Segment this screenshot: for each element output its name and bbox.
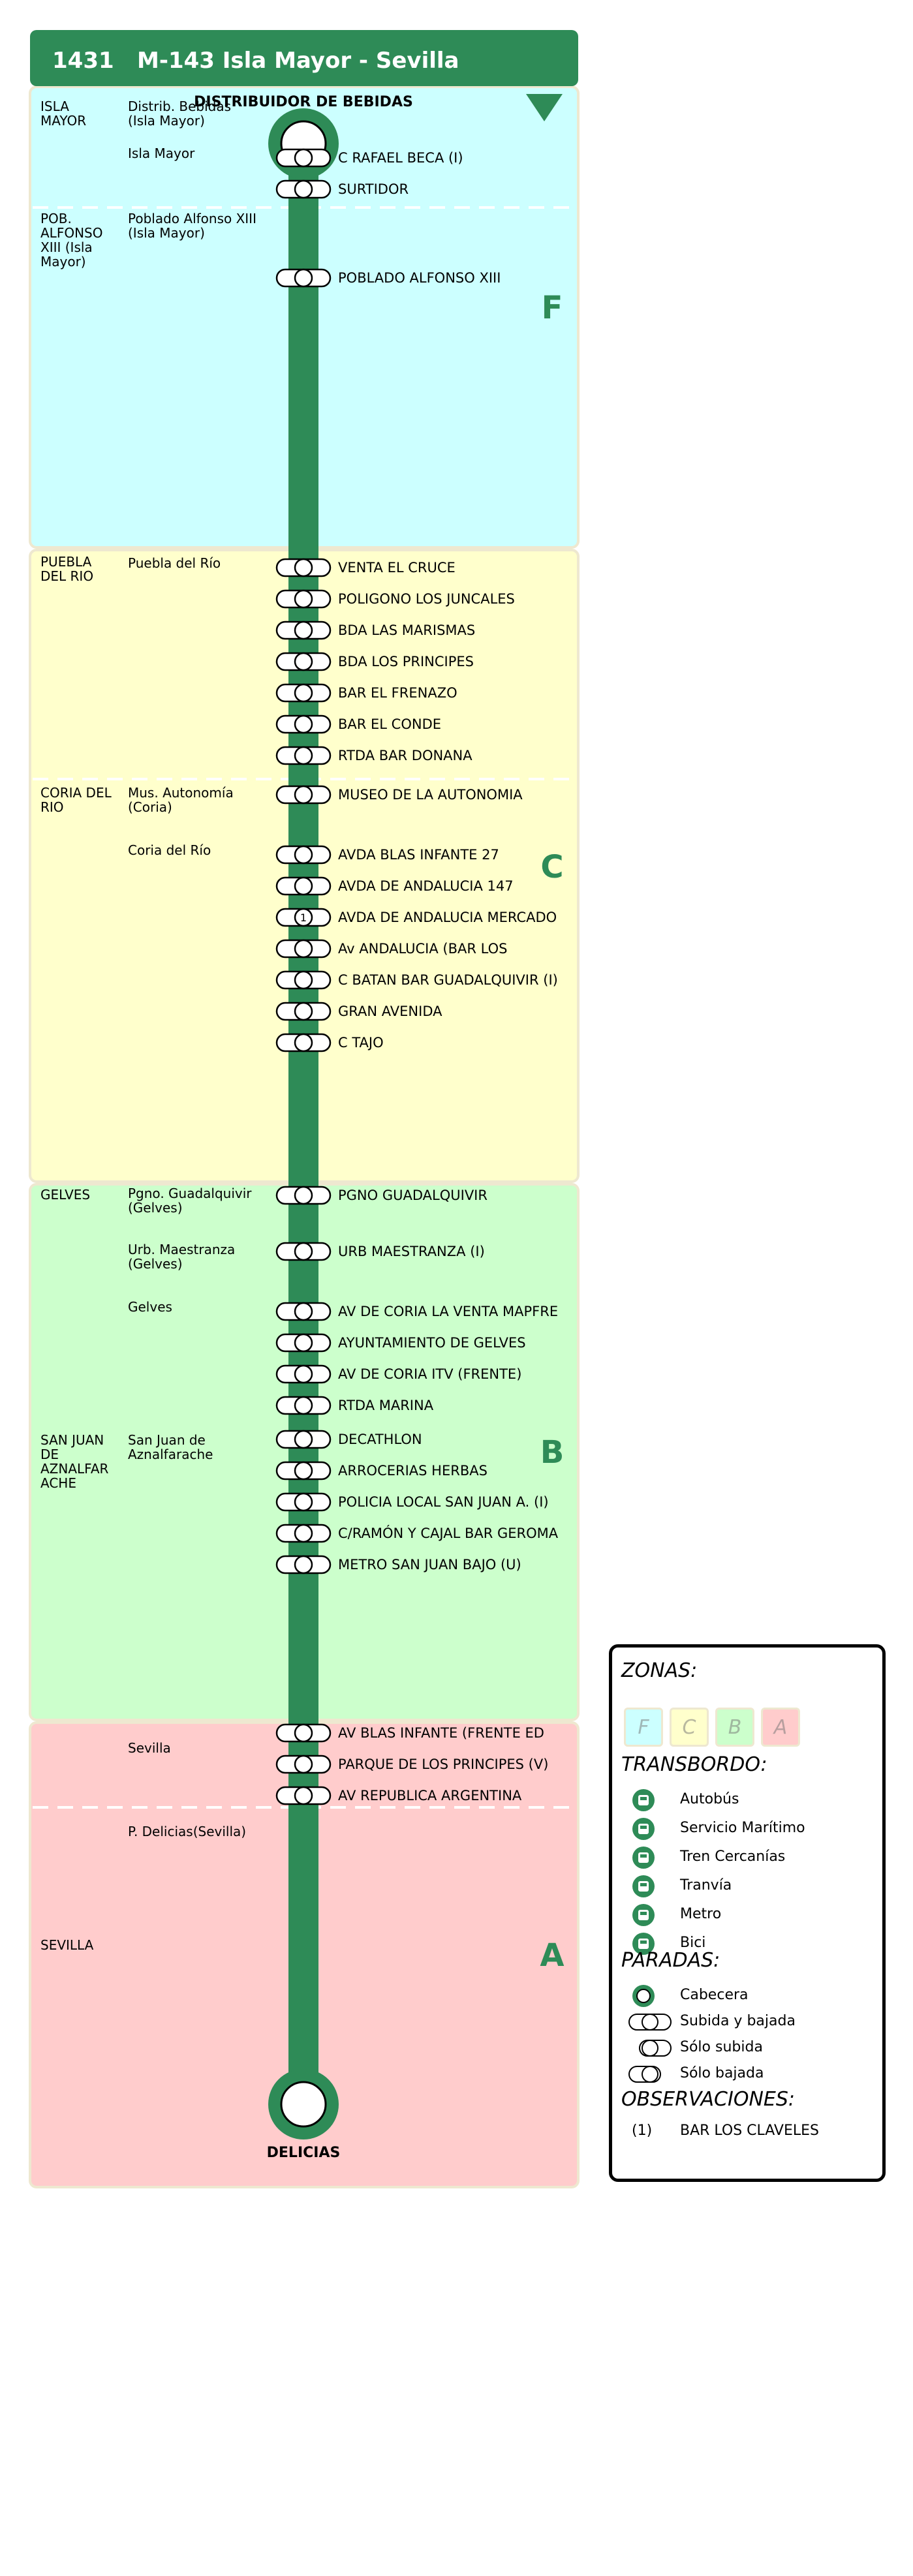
observation-text: BAR LOS CLAVELES <box>680 2123 820 2139</box>
legend-transfer-row <box>612 1787 882 1813</box>
stop-item[interactable] <box>277 1787 522 1804</box>
zone-letter-c: C <box>540 849 564 885</box>
locality-label-line: (Isla Mayor) <box>128 113 205 129</box>
locality-label-line: Mus. Autonomía <box>128 785 234 801</box>
stop-item[interactable] <box>277 1187 487 1204</box>
stop-marker-center <box>295 786 312 803</box>
stop-marker-center <box>295 1303 312 1320</box>
stop-name: C RAFAEL BECA (I) <box>338 150 463 166</box>
destination-label: DELICIAS <box>266 2145 341 2161</box>
legend-transfer-label: Bici <box>680 1935 706 1951</box>
stop-name: AV REPUBLICA ARGENTINA <box>338 1788 522 1803</box>
stop-item[interactable] <box>277 1431 422 1448</box>
locality-label-line: Poblado Alfonso XIII <box>128 211 256 226</box>
stop-name: AV DE CORIA ITV (FRENTE) <box>338 1366 522 1382</box>
legend-zone-a: A <box>761 1708 800 1747</box>
stop-name: AYUNTAMIENTO DE GELVES <box>338 1335 526 1351</box>
stop-marker-center <box>295 878 312 895</box>
locality-label <box>128 1824 246 1839</box>
stop-item[interactable] <box>277 846 499 863</box>
stop-item[interactable] <box>277 1462 487 1479</box>
origin-label: DISTRIBUIDOR DE BEBIDAS <box>194 94 413 110</box>
stop-name: ARROCERIAS HERBAS <box>338 1463 487 1479</box>
stop-name: METRO SAN JUAN BAJO (U) <box>338 1557 521 1572</box>
municipality-label-line: DEL RIO <box>40 568 94 584</box>
bus-icon <box>627 1787 672 1816</box>
locality-label-line: Urb. Maestranza <box>128 1242 236 1257</box>
stop-marker-center <box>295 1366 312 1383</box>
stop-item[interactable] <box>277 559 456 576</box>
legend-stop-type-label: Sólo bajada <box>680 2065 764 2081</box>
stop-marker-center <box>295 1431 312 1448</box>
stop-item[interactable] <box>277 622 475 639</box>
route-number: 1431 <box>52 48 114 74</box>
municipality-label-line: SEVILLA <box>40 1937 94 1953</box>
stop-item[interactable] <box>277 1303 558 1320</box>
locality-label-line: Aznalfarache <box>128 1447 213 1462</box>
stop-item[interactable] <box>277 149 463 166</box>
stop-marker-center <box>295 1462 312 1479</box>
legend-transbordo-title: TRANSBORDO: <box>621 1753 767 1776</box>
legend-zone-b: B <box>715 1708 754 1747</box>
destination-terminus-inner <box>281 2082 326 2126</box>
stop-item[interactable] <box>277 747 472 764</box>
stop-item[interactable] <box>277 940 507 957</box>
stop-marker-center <box>295 181 312 198</box>
alighting-only-icon <box>627 2061 672 2090</box>
stop-name: C TAJO <box>338 1035 384 1050</box>
municipality-label-line: ACHE <box>40 1475 76 1491</box>
legend-stop-type-row <box>612 2009 882 2035</box>
stop-name: Av ANDALUCIA (BAR LOS <box>338 941 508 957</box>
stop-marker-center <box>295 747 312 764</box>
stop-marker-center <box>295 559 312 576</box>
stop-marker-center <box>295 590 312 607</box>
stop-item[interactable] <box>277 878 514 895</box>
stop-name: AV BLAS INFANTE (FRENTE ED <box>338 1725 544 1741</box>
municipality-label-line: XIII (Isla <box>40 239 93 255</box>
stop-name: RTDA BAR DONANA <box>338 748 472 763</box>
stop-name: C/RAMÓN Y CAJAL BAR GEROMA <box>338 1526 559 1541</box>
locality-label <box>128 555 221 571</box>
municipality-label-line: PUEBLA <box>40 554 92 570</box>
locality-label-line: (Gelves) <box>128 1256 183 1272</box>
municipality-label <box>40 1937 94 1953</box>
stop-item[interactable] <box>277 1756 548 1773</box>
stop-marker-center <box>295 940 312 957</box>
municipality-label-line: ISLA <box>40 99 69 114</box>
municipality-label-line: MAYOR <box>40 113 87 129</box>
stop-name: AVDA BLAS INFANTE 27 <box>338 847 499 863</box>
locality-label-line: Sevilla <box>128 1740 171 1756</box>
legend-stop-type-label: Subida y bajada <box>680 2013 796 2029</box>
stop-marker-center <box>295 716 312 733</box>
stop-item[interactable] <box>277 1366 521 1383</box>
stop-marker-center <box>295 972 312 989</box>
legend-zone-f: F <box>624 1708 663 1747</box>
zone-letter-f: F <box>541 290 563 326</box>
legend-transfer-row <box>612 1816 882 1842</box>
boarding-alighting-icon <box>627 2009 672 2038</box>
zone-letter-b: B <box>540 1434 565 1471</box>
legend-stop-type-label: Cabecera <box>680 1987 749 2003</box>
stop-marker-center <box>295 1494 312 1510</box>
stop-item[interactable] <box>277 1003 442 1020</box>
stop-marker-center <box>295 684 312 701</box>
legend-zonas-title: ZONAS: <box>621 1659 698 1682</box>
stop-marker-center <box>295 1756 312 1773</box>
stop-item[interactable] <box>277 590 515 607</box>
stop-name: RTDA MARINA <box>338 1398 434 1413</box>
legend-transfer-row <box>612 1845 882 1871</box>
stop-name: POBLADO ALFONSO XIII <box>338 270 501 286</box>
stop-name: C BATAN BAR GUADALQUIVIR (I) <box>338 972 558 988</box>
stop-item[interactable] <box>277 716 441 733</box>
zone-letter-a: A <box>540 1937 565 1974</box>
observation-mark: (1) <box>632 2123 653 2139</box>
route-line <box>288 144 318 2100</box>
locality-label <box>128 842 211 858</box>
stop-marker-center <box>295 1525 312 1542</box>
observation-row <box>612 2119 882 2145</box>
municipality-label-line: RIO <box>40 799 64 815</box>
stop-name: AVDA DE ANDALUCIA 147 <box>338 878 514 894</box>
legend-transfer-label: Metro <box>680 1906 722 1922</box>
stop-name: URB MAESTRANZA (I) <box>338 1244 485 1259</box>
stop-marker-center <box>295 149 312 166</box>
stop-item[interactable] <box>277 909 557 926</box>
municipality-label-line: ALFONSO <box>40 225 103 241</box>
stop-item[interactable] <box>277 786 523 803</box>
stop-item[interactable] <box>277 684 457 701</box>
locality-label-line: Distrib. Bebidas <box>128 99 232 114</box>
locality-label-line: Pgno. Guadalquivir <box>128 1186 252 1201</box>
stop-name: SURTIDOR <box>338 181 409 197</box>
stop-name: VENTA EL CRUCE <box>338 560 456 575</box>
stop-item[interactable] <box>277 1243 485 1260</box>
stop-name: PGNO GUADALQUIVIR <box>338 1188 487 1203</box>
legend-transfer-row <box>612 1902 882 1928</box>
stop-name: GRAN AVENIDA <box>338 1004 442 1019</box>
locality-label-line: Isla Mayor <box>128 146 195 161</box>
stop-item[interactable] <box>277 1525 559 1542</box>
municipality-label-line: GELVES <box>40 1187 91 1203</box>
stop-item[interactable] <box>277 269 501 286</box>
tram-icon <box>627 1873 672 1902</box>
legend-paradas-title: PARADAS: <box>621 1949 720 1972</box>
locality-label <box>128 146 195 161</box>
stop-marker-center <box>295 1243 312 1260</box>
legend-zone-c: C <box>670 1708 709 1747</box>
legend-stop-type-row <box>612 2035 882 2061</box>
stop-item[interactable] <box>277 653 474 670</box>
legend-stop-type-row <box>612 1983 882 2009</box>
locality-label-line: (Gelves) <box>128 1200 183 1216</box>
stop-name: BAR EL CONDE <box>338 716 442 732</box>
stop-item[interactable] <box>277 972 558 989</box>
stop-item[interactable] <box>277 1397 434 1414</box>
stop-name: DECATHLON <box>338 1432 422 1447</box>
stop-item[interactable] <box>277 1725 544 1741</box>
locality-label-line: San Juan de <box>128 1432 206 1448</box>
municipality-label-line: DE <box>40 1447 59 1462</box>
locality-label-line: (Coria) <box>128 799 172 815</box>
legend-transfer-label: Servicio Marítimo <box>680 1820 805 1836</box>
municipality-label <box>40 554 93 584</box>
stop-item[interactable] <box>277 1494 549 1510</box>
legend-box <box>609 1644 886 2182</box>
stop-marker-center <box>295 622 312 639</box>
stop-name: BAR EL FRENAZO <box>338 685 457 701</box>
stop-marker-center <box>295 1034 312 1051</box>
stop-item[interactable] <box>277 1556 521 1573</box>
stop-name: POLICIA LOCAL SAN JUAN A. (I) <box>338 1494 549 1510</box>
municipality-label <box>40 1187 90 1203</box>
stop-name: BDA LOS PRINCIPES <box>338 654 474 669</box>
train-icon <box>627 1845 672 1873</box>
stop-item[interactable] <box>277 181 409 198</box>
locality-label <box>128 1740 171 1756</box>
legend-stop-type-label: Sólo subida <box>680 2039 763 2055</box>
boat-icon <box>627 1816 672 1845</box>
legend-transfer-row <box>612 1873 882 1899</box>
legend-transfer-label: Tranvía <box>680 1877 732 1894</box>
municipality-label-line: POB. <box>40 211 72 226</box>
stop-name: PARQUE DE LOS PRINCIPES (V) <box>338 1756 549 1772</box>
municipality-label-line: SAN JUAN <box>40 1432 104 1448</box>
municipality-label-line: Mayor) <box>40 254 86 269</box>
locality-label-line: Gelves <box>128 1299 172 1315</box>
locality-label-line: P. Delicias(Sevilla) <box>128 1824 247 1839</box>
stop-marker-center <box>295 1003 312 1020</box>
municipality-label-line: AZNALFAR <box>40 1461 109 1477</box>
locality-label-line: (Isla Mayor) <box>128 225 205 241</box>
stop-name: POLIGONO LOS JUNCALES <box>338 591 515 607</box>
metro-icon <box>627 1902 672 1931</box>
stop-marker-center <box>295 1556 312 1573</box>
terminus-icon <box>627 1983 672 2012</box>
locality-label-line: Puebla del Río <box>128 555 221 571</box>
stop-item[interactable] <box>277 1334 526 1351</box>
locality-label <box>128 1432 213 1462</box>
stop-marker-center <box>295 1787 312 1804</box>
stop-name: MUSEO DE LA AUTONOMIA <box>338 787 523 803</box>
stop-marker-center <box>295 1334 312 1351</box>
stop-marker-center <box>295 653 312 670</box>
legend-transfer-label: Tren Cercanías <box>680 1848 786 1865</box>
stop-name: AV DE CORIA LA VENTA MAPFRE <box>338 1304 559 1319</box>
locality-label <box>128 1299 172 1315</box>
stop-name: AVDA DE ANDALUCIA MERCADO <box>338 910 557 925</box>
stop-marker-center <box>295 846 312 863</box>
stop-marker-center <box>295 1725 312 1741</box>
stop-note-mark: 1 <box>300 912 307 924</box>
stop-marker-center <box>295 1397 312 1414</box>
legend-observaciones-title: OBSERVACIONES: <box>621 2088 796 2111</box>
boarding-only-icon <box>627 2035 672 2064</box>
route-name: M-143 Isla Mayor - Sevilla <box>137 48 459 74</box>
stop-name: BDA LAS MARISMAS <box>338 622 476 638</box>
legend-transfer-label: Autobús <box>680 1791 739 1807</box>
stop-marker-center <box>295 269 312 286</box>
legend-stop-type-row <box>612 2061 882 2087</box>
locality-label-line: Coria del Río <box>128 842 211 858</box>
municipality-label-line: CORIA DEL <box>40 785 112 801</box>
stop-marker-center <box>295 1187 312 1204</box>
